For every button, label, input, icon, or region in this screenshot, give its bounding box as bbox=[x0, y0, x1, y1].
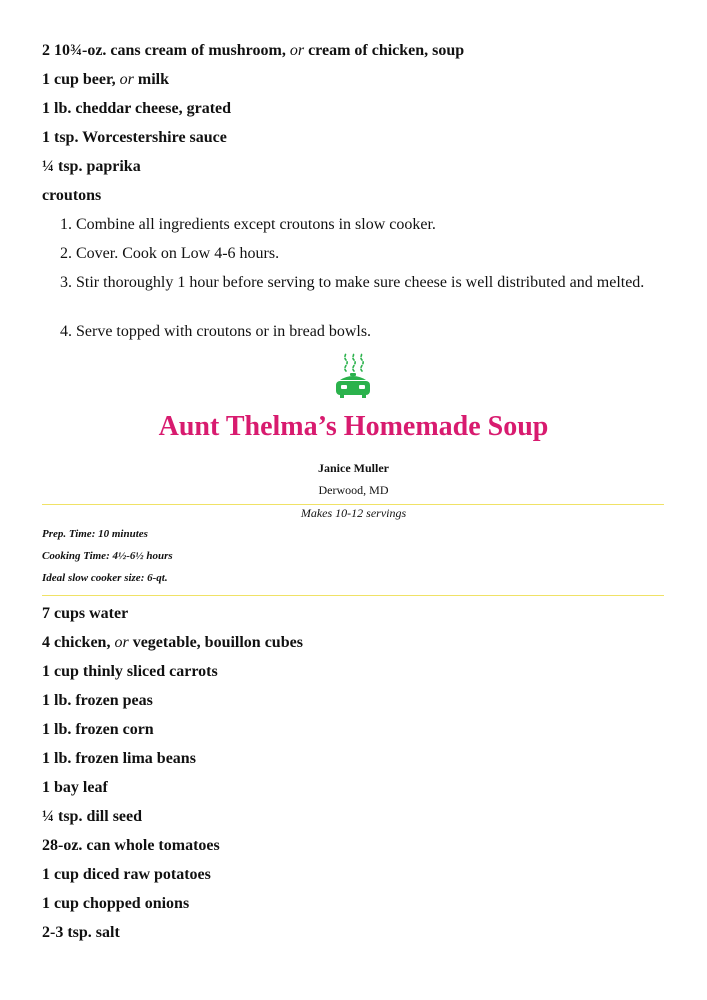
prep-time: Prep. Time: 10 minutes bbox=[42, 528, 148, 540]
ingredient-line: croutons bbox=[42, 187, 102, 204]
instruction-step: 3. Stir thoroughly 1 hour before serving to make sure cheese is well distributed and melted. bbox=[60, 274, 645, 291]
instruction-step: 4. Serve topped with croutons or in bread bowls. bbox=[60, 323, 372, 340]
instruction-step: 2. Cover. Cook on Low 4-6 hours. bbox=[60, 245, 280, 262]
servings: Makes 10-12 servings bbox=[300, 506, 407, 520]
ingredient-line: 1 bay leaf bbox=[42, 779, 108, 796]
instruction-step: 1. Combine all ingredients except croutons in slow cooker. bbox=[60, 216, 436, 233]
divider bbox=[42, 595, 664, 596]
ingredient-line: 1 cup thinly sliced carrots bbox=[42, 663, 218, 680]
cooking-time: Cooking Time: 4½-6½ hours bbox=[42, 550, 173, 562]
ingredient-line: 1 lb. frozen lima beans bbox=[42, 750, 196, 767]
ingredient-line: 7 cups water bbox=[42, 605, 129, 622]
ingredient-line: 1 cup diced raw potatoes bbox=[42, 866, 211, 883]
recipe-author: Janice Muller bbox=[318, 461, 389, 475]
ingredient-line: 1 cup beer, or milk bbox=[42, 71, 169, 88]
ingredient-line: 4 chicken, or vegetable, bouillon cubes bbox=[42, 634, 303, 651]
ingredient-line: 1 cup chopped onions bbox=[42, 895, 190, 912]
recipe-title: Aunt Thelma’s Homemade Soup bbox=[158, 411, 549, 442]
ingredient-line: 28-oz. can whole tomatoes bbox=[42, 837, 220, 854]
ingredient-line: 1 tsp. Worcestershire sauce bbox=[42, 129, 227, 146]
ingredient-line: 2 10¾-oz. cans cream of mushroom, or cream of chicken, soup bbox=[42, 42, 465, 59]
ingredient-line: 1 lb. frozen corn bbox=[42, 721, 154, 738]
ingredient-line: ¼ tsp. dill seed bbox=[42, 808, 143, 825]
ingredient-line: 2-3 tsp. salt bbox=[42, 924, 120, 941]
slow-cooker-size: Ideal slow cooker size: 6-qt. bbox=[42, 572, 168, 584]
slow-cooker-icon bbox=[332, 352, 374, 400]
ingredient-line: 1 lb. cheddar cheese, grated bbox=[42, 100, 232, 117]
author-location: Derwood, MD bbox=[318, 483, 389, 497]
ingredient-line: ¼ tsp. paprika bbox=[42, 158, 141, 175]
ingredient-line: 1 lb. frozen peas bbox=[42, 692, 153, 709]
